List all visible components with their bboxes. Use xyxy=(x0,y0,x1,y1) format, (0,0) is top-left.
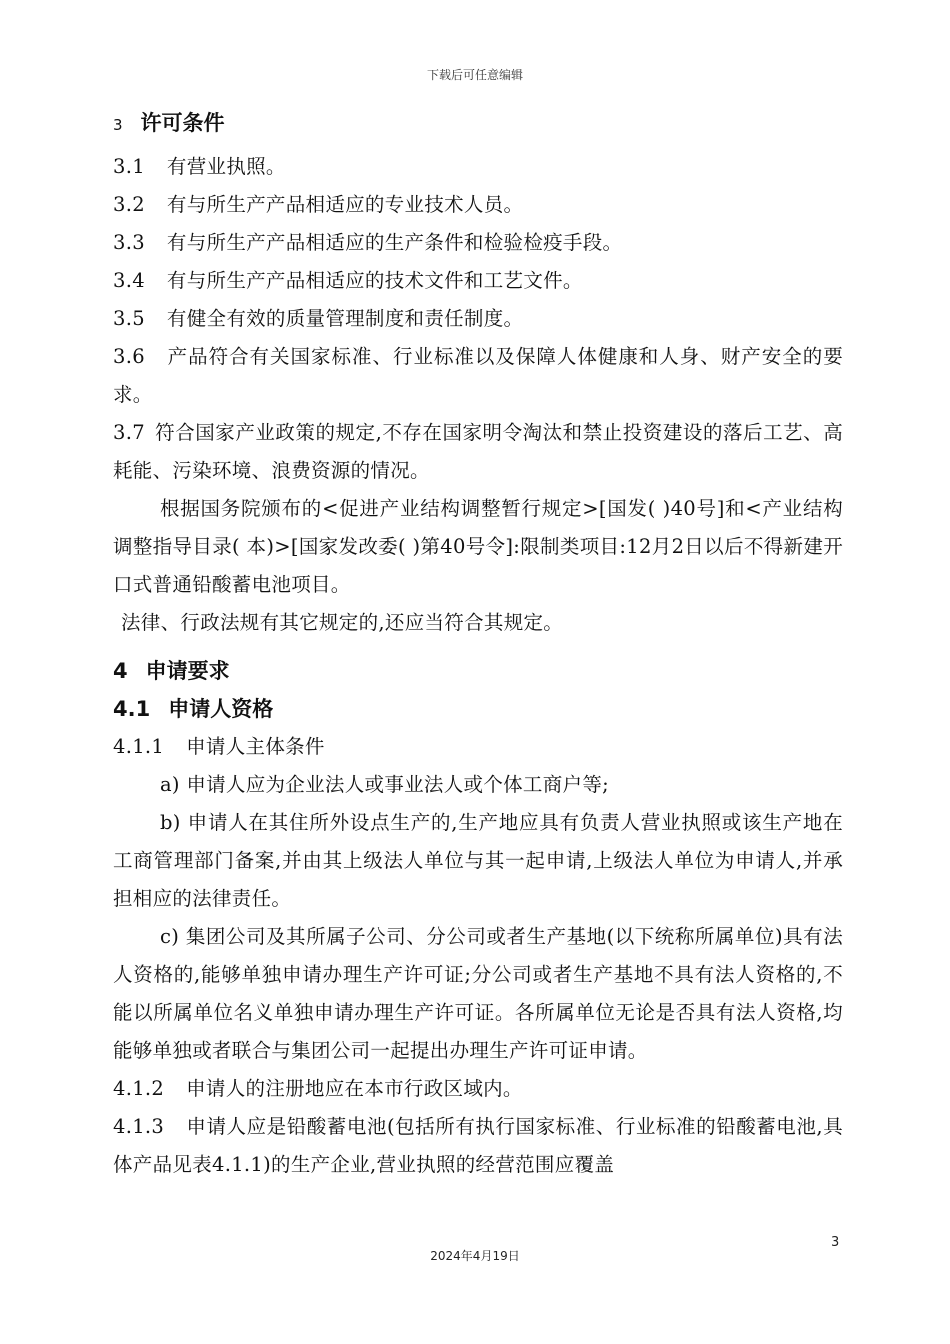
item-a: a) 申请人应为企业法人或事业法人或个体工商户等; xyxy=(160,773,610,796)
item-4-1-1: 4.1.1 申请人主体条件 xyxy=(113,735,325,758)
section-3-number: 3 xyxy=(113,116,123,134)
item-4-1-3: 4.1.3 申请人应是铅酸蓄电池(包括所有执行国家标准、行业标准的铅酸蓄电池,具体产品见表4.1.1)的生产企业,营业执照的经营范围应覆盖 xyxy=(113,1115,843,1176)
section-4-number: 4 xyxy=(113,659,128,683)
page-header: 下载后可任意编辑 xyxy=(426,68,523,82)
item-3-7: 3.7 符合国家产业政策的规定,不存在国家明令淘汰和禁止投资建设的落后工艺、高耗能、污染环境、浪费资源的情况。 xyxy=(113,421,843,482)
item-3-4: 3.4 有与所生产产品相适应的技术文件和工艺文件。 xyxy=(113,269,583,292)
item-b: b) 申请人在其住所外设点生产的,生产地应具有负责人营业执照或该生产地在工商管理部门备案,并由其上级法人单位与其一起申请,上级法人单位为申请人,并承担相应的法律责任。 xyxy=(113,811,843,910)
section-4-heading xyxy=(113,652,843,690)
section-3-title: 许可条件 xyxy=(140,111,225,135)
item-3-6: 3.6 产品符合有关国家标准、行业标准以及保障人体健康和人身、财产安全的要求。 xyxy=(113,345,843,406)
item-3-5: 3.5 有健全有效的质量管理制度和责任制度。 xyxy=(113,307,524,330)
item-c: c) 集团公司及其所属子公司、分公司或者生产基地(以下统称所属单位)具有法人资格的,能够单独申请办理生产许可证;分公司或者生产基地不具有法人资格的,不能以所属单位名义单独申请办理生产许可证。各所属单位无论是否具有法人资格,均能够单独或者联合与集团公司一起提出办理生产许可证申请。 xyxy=(113,925,843,1062)
page-number: 3 xyxy=(831,1235,840,1250)
law-paragraph: 法律、行政法规有其它规定的,还应当符合其规定。 xyxy=(121,611,564,634)
item-3-1: 3.1 有营业执照。 xyxy=(113,155,286,178)
section-4-1-number: 4.1 xyxy=(113,697,151,721)
policy-paragraph: 根据国务院颁布的<促进产业结构调整暂行规定>[国发( )40号]和<产业结构调整指导目录( 本)>[国家发改委( )第40号令]:限制类项目:12月2日以后不得新建开口式普通铅酸蓄电池项目。 xyxy=(113,497,843,596)
section-4-1-heading xyxy=(113,690,843,728)
item-3-2: 3.2 有与所生产产品相适应的专业技术人员。 xyxy=(113,193,524,216)
page-footer-date: 2024年4月19日 xyxy=(430,1249,520,1263)
section-4-1-title: 申请人资格 xyxy=(168,697,274,721)
item-3-3: 3.3 有与所生产产品相适应的生产条件和检验检疫手段。 xyxy=(113,231,623,254)
section-3-heading xyxy=(113,104,843,144)
item-4-1-2: 4.1.2 申请人的注册地应在本市行政区域内。 xyxy=(113,1077,523,1100)
section-4-title: 申请要求 xyxy=(145,659,230,683)
document-body xyxy=(113,104,843,1184)
